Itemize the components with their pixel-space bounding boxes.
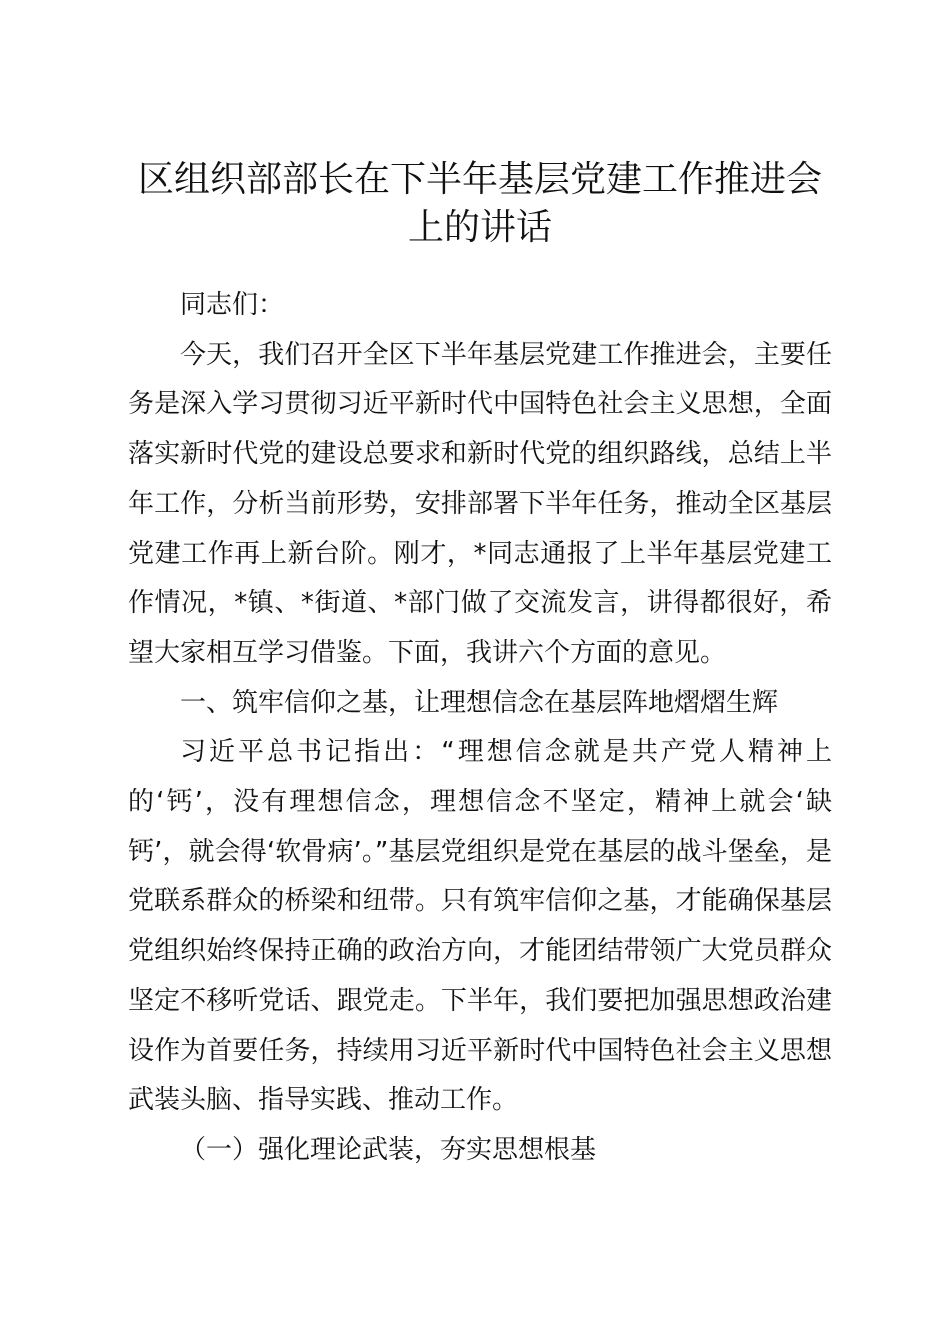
section-heading-1: 一、筑牢信仰之基，让理想信念在基层阵地熠熠生辉 (180, 687, 779, 718)
paragraph-intro: 今天，我们召开全区下半年基层党建工作推进会，主要任务是深入学习贯彻习近平新时代中国特色社会主义思想，全面落实新时代党的建设总要求和新时代党的组织路线，总结上半年工作，分析当前形势，安排部署下半年任务，推动全区基层党建工作再上新台阶。刚才，*同志通报了上半年基层党建工作情况，*镇、*街道、*部门做了交流发言，讲得都很好，希望大家相互学习借鉴。下面，我讲六个方面的意见。 (128, 339, 832, 668)
paragraph-section-1: 习近平总书记指出：“理想信念就是共产党人精神上的‘钙’，没有理想信念，理想信念不坚定，精神上就会‘缺钙’，就会得‘软骨病’。”基层党组织是党在基层的战斗堡垒，是党联系群众的桥梁和纽带。只有筑牢信仰之基，才能确保基层党组织始终保持正确的政治方向，才能团结带领广大党员群众坚定不移听党话、跟党走。下半年，我们要把加强思想政治建设作为首要任务，持续用习近平新时代中国特色社会主义思想武装头脑、指导实践、推动工作。 (128, 737, 832, 1116)
salutation: 同志们： (180, 290, 285, 320)
document-title: 区组织部部长在下半年基层党建工作推进会上的讲话 (137, 159, 822, 248)
subsection-heading-1: （一）强化理论武装，夯实思想根基 (180, 1134, 597, 1165)
document-body (128, 281, 832, 1176)
